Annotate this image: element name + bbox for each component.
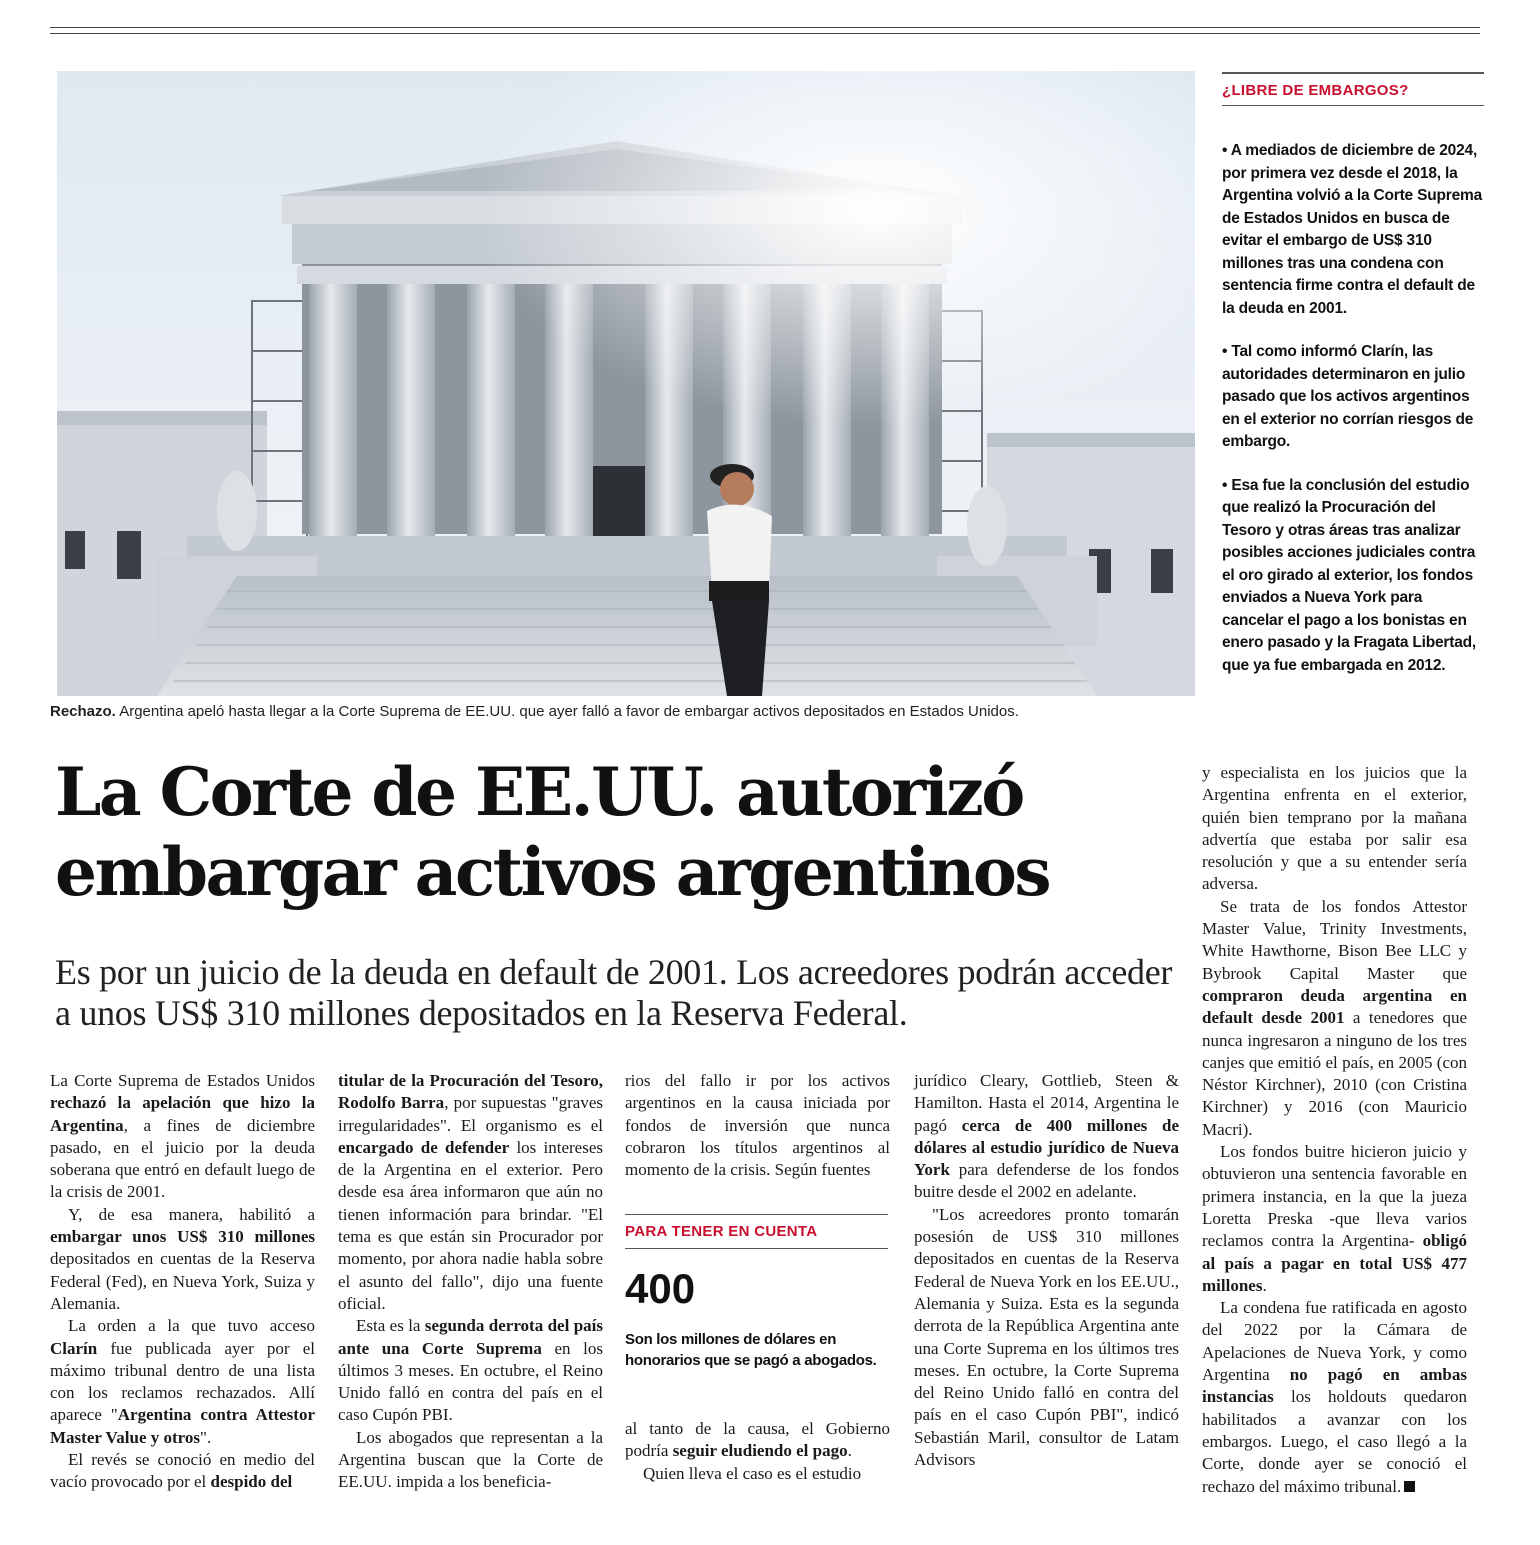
text: a tenedores que nunca ingresaron a ninguno de los tres canjes que emitió el país, en 2005 (con Néstor Kirchner), 2010 (con Cristina Kirchner) y 2016 (con Mauricio Macri). <box>1202 1008 1467 1139</box>
text: fue publicada ayer por el máximo tribunal dentro de una lista con los reclamos rechazados. Allí aparece " <box>50 1338 315 1425</box>
sidebar-item: • A mediados de diciembre de 2024, por primera vez desde el 2018, la Argentina volvió a la Corte Suprema de Estados Unidos en busca de evitar el embargo de US$ 310 millones tras una condena con sentencia firme contra el default de la deuda en 2001. <box>1222 142 1483 317</box>
body-column-2 <box>338 1070 603 1494</box>
headline <box>55 752 1195 912</box>
paragraph <box>1202 762 1467 896</box>
paragraph <box>50 1070 315 1204</box>
text: y especialista en los juicios que la Argentina enfrenta en el exterior, quién bien temprano por la mañana advertía que estaba por salir esa resolución y que a su entender sería adversa. <box>1202 763 1467 894</box>
text: los intereses de la Argentina en el exterior. Pero desde esa área informaron que aún no tienen información para brindar. "El tema es que están sin Procurador por momento, por ahora nadie habla sobre el asunto del fallo", dijo una fuente oficial. <box>338 1137 603 1313</box>
box-text: Son los millones de dólares en honorarios que se pagó a abogados. <box>625 1331 877 1369</box>
text: Se trata de los fondos Attestor Master Value, Trinity Investments, White Hawthorne, Bison Bee LLC y Bybrook Capital Master que <box>1202 896 1467 983</box>
paragraph <box>338 1315 603 1426</box>
bold-text: Clarín <box>50 1338 98 1358</box>
box-title: PARA TENER EN CUENTA <box>625 1215 888 1249</box>
text: . <box>847 1441 852 1461</box>
paragraph <box>1202 896 1467 1141</box>
bold-text: no pagó en ambas instancias <box>1202 1365 1467 1407</box>
top-rule <box>50 27 1480 28</box>
text: depositados en cuentas de la Reserva Federal (Fed), en Nueva York, Suiza y Alemania. <box>50 1249 315 1313</box>
text: Esta es la <box>356 1316 425 1336</box>
bold-text: encargado de defender <box>338 1137 510 1157</box>
paragraph <box>50 1204 315 1315</box>
text: para defenderse de los fondos buitre desde el 2002 en adelante. <box>914 1160 1179 1202</box>
bold-text: despido del <box>210 1472 293 1492</box>
sidebar-item: • Tal como informó Clarín, las autoridades determinaron en julio pasado que los activos argentinos en el exterior no corrían riesgos de embargo. <box>1222 343 1474 450</box>
paragraph <box>50 1315 315 1449</box>
text: La Corte Suprema de Estados Unidos <box>50 1071 315 1090</box>
bold-text: obligó al país a pagar en total US$ 477 millones <box>1202 1231 1467 1295</box>
caption-lead: Rechazo. <box>50 703 116 720</box>
supreme-court-illustration <box>57 71 1195 696</box>
text: . <box>1262 1275 1267 1295</box>
text: , por supuestas "graves irregularidades". El organismo es el <box>338 1093 603 1135</box>
box-number: 400 <box>625 1265 696 1312</box>
body-column-5 <box>1202 762 1467 1498</box>
text: Los fondos buitre hicieron juicio y obtuvieron una sentencia favorable en primera instancia, en la que la jueza Loretta Preska -que lleva varios reclamos contra la Argentina- <box>1202 1142 1467 1251</box>
photo-caption <box>50 703 1200 720</box>
sidebar-title: ¿LIBRE DE EMBARGOS? <box>1222 74 1484 106</box>
paragraph <box>1202 1297 1467 1498</box>
text: Y, de esa manera, habilitó a <box>68 1204 315 1224</box>
body-column-3b <box>625 1418 890 1485</box>
paragraph <box>50 1449 315 1494</box>
sidebar-item: • Esa fue la conclusión del estudio que realizó la Procuración del Tesoro y otras áreas tras analizar posibles acciones judiciales contra el oro girado al exterior, los fondos enviados a Nueva York para cancelar el pago a los bonistas en enero pasado y la Fragata Libertad, que ya fue embargada en 2012. <box>1222 476 1476 674</box>
bold-text: cerca de 400 millones de dólares al estudio jurídico de Nueva York <box>914 1115 1180 1180</box>
text: ". <box>200 1427 212 1447</box>
bold-text: segunda derrota del país ante una Corte Suprema <box>338 1316 603 1358</box>
bold-text: compraron deuda argentina en default desde 2001 <box>1202 985 1467 1028</box>
sidebar-box <box>1222 72 1484 698</box>
bold-text: titular de la Procuración del Tesoro, Rodolfo Barra <box>338 1071 603 1113</box>
text: , a fines de diciembre pasado, en el juicio por la deuda soberana que entró en default luego de la crisis de 2001. <box>50 1115 315 1202</box>
paragraph <box>338 1070 603 1315</box>
headline-line-2: embargar activos argentinos <box>55 833 1050 911</box>
paragraph <box>625 1418 890 1463</box>
sidebar-body <box>1222 106 1484 677</box>
bold-text: rechazó la apelación que hizo la Argentina <box>50 1093 315 1135</box>
body-column-3 <box>625 1070 890 1181</box>
text: Los abogados que representan a la Argentina buscan que la Corte de EE.UU. impida a los beneficia- <box>338 1427 603 1492</box>
bold-text: Argentina contra Attestor Master Value y otros <box>50 1405 315 1447</box>
paragraph: rios del fallo ir por los activos argentinos en la causa iniciada por fondos de inversión que nunca cobraron los títulos argentinos al momento de la crisis. Según fuentes <box>625 1071 890 1180</box>
deck: Es por un juicio de la deuda en default de 2001. Los acreedores podrán acceder a unos US$ 310 millones depositados en la Reserva Federal. <box>55 952 1173 1033</box>
text: La condena fue ratificada en agosto del 2022 por la Cámara de Apelaciones de Nueva York, y como Argentina <box>1202 1298 1467 1385</box>
body-column-1 <box>50 1070 315 1494</box>
bold-text: embargar unos US$ 310 millones <box>50 1227 315 1247</box>
body-column-4 <box>914 1070 1179 1471</box>
text: al tanto de la causa, el Gobierno podría <box>625 1419 890 1461</box>
caption-text: Argentina apeló hasta llegar a la Corte Suprema de EE.UU. que ayer falló a favor de embargar activos depositados en Estados Unidos. <box>115 703 1019 720</box>
paragraph <box>914 1070 1179 1204</box>
text: El revés se conoció en medio del vacío provocado por el <box>50 1450 315 1492</box>
end-mark <box>1404 1481 1415 1492</box>
top-rule-2 <box>50 33 1480 34</box>
text: Quien lleva el caso es el estudio <box>643 1463 862 1483</box>
bold-text: seguir eludiendo el pago <box>672 1441 848 1461</box>
paragraph <box>338 1427 603 1494</box>
paragraph <box>1202 1141 1467 1297</box>
headline-line-1: La Corte de EE.UU. autorizó <box>55 753 1023 831</box>
text: los holdouts quedaron habilitados a avanzar con los embargos. Luego, el caso llegó a la Corte, donde ayer se conoció el rechazo del máximo tribunal. <box>1202 1387 1467 1496</box>
paragraph <box>625 1463 890 1485</box>
text: en los últimos 3 meses. En octubre, el Reino Unido falló en contra del país en el caso Cupón PBI. <box>338 1338 603 1425</box>
text: "Los acreedores pronto tomarán posesión de US$ 310 millones depositados en cuentas de la Reserva Federal de Nueva York en los EE.UU., Alemania y Suiza. Esta es la segunda derrota de la República Argentina ante una Corte Suprema en los últimos tres meses. En octubre, la Corte Suprema del Reino Unido falló en contra del país en el caso Cupón PBI", indicó Sebastián Maril, consultor de Latam Advisors <box>914 1204 1179 1470</box>
text: jurídico Cleary, Gottlieb, Steen & Hamilton. Hasta el 2014, Argentina le pagó <box>914 1071 1179 1135</box>
info-box <box>625 1214 888 1371</box>
paragraph <box>914 1204 1179 1472</box>
text: La orden a la que tuvo acceso <box>68 1316 315 1336</box>
lead-photo <box>57 71 1195 696</box>
